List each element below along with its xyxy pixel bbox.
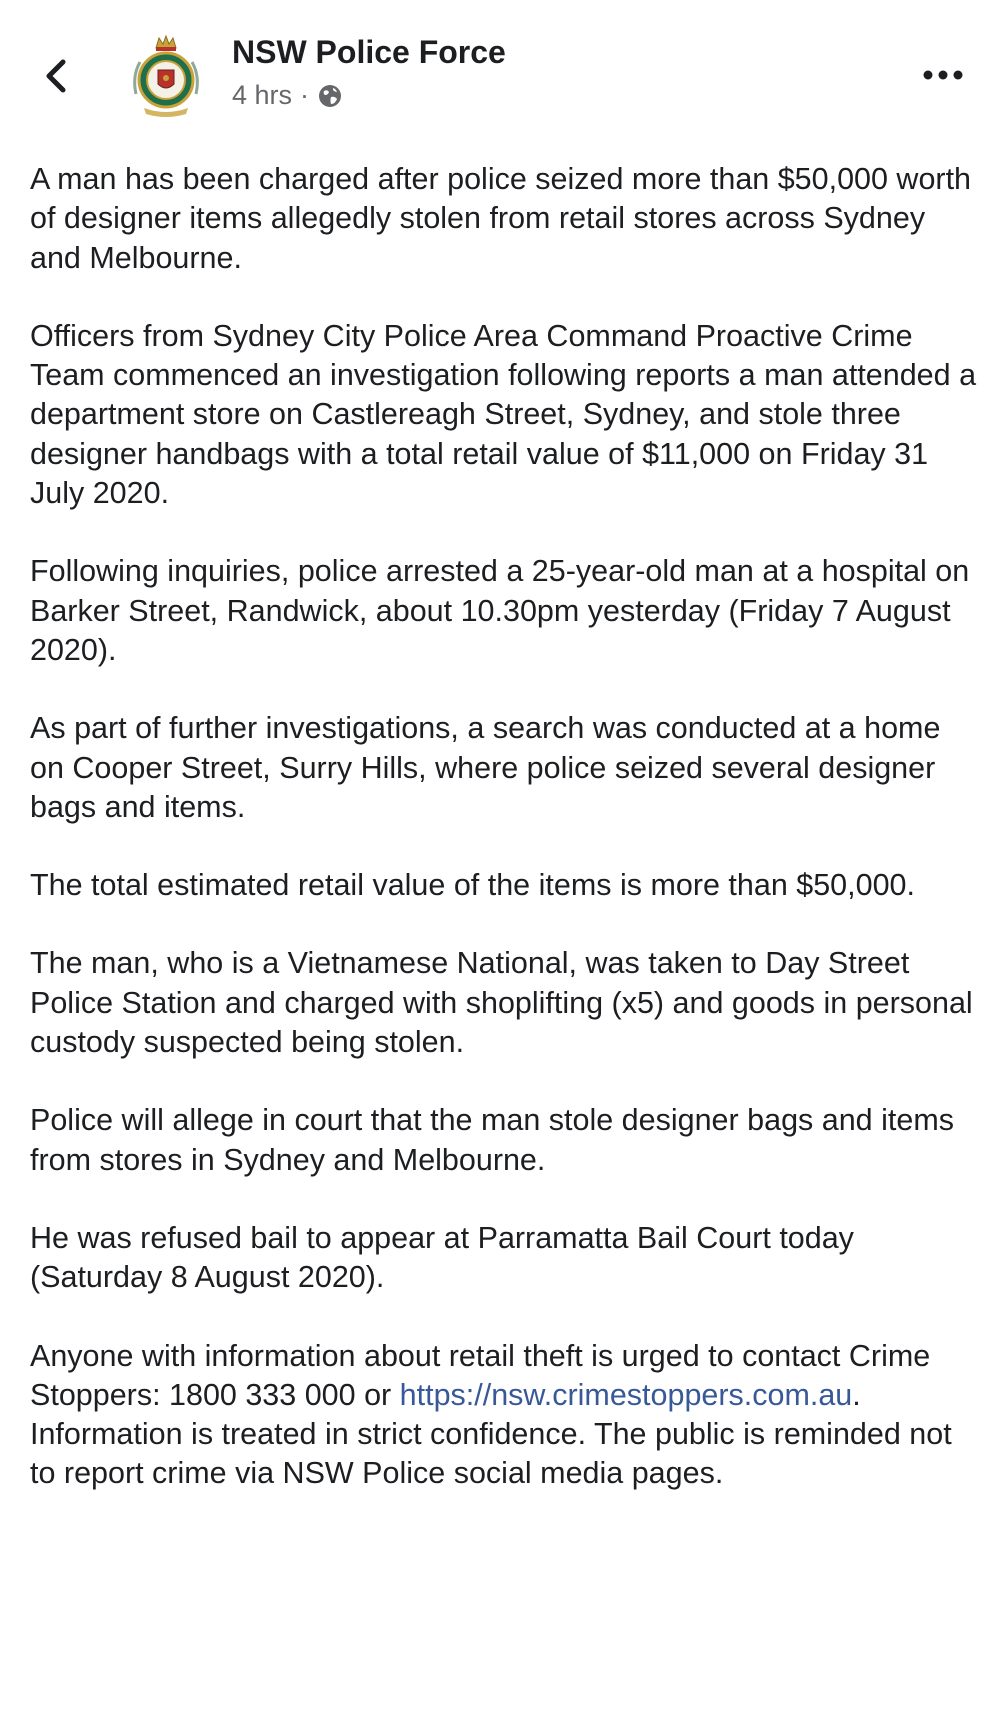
nsw-police-badge-avatar[interactable] — [126, 32, 206, 118]
meta-separator: · — [300, 80, 310, 110]
post-header — [0, 0, 1000, 150]
globe-icon — [317, 83, 343, 109]
post-paragraph-2: Officers from Sydney City Police Area Command Proactive Crime Team commenced an investigation following reports a man attended a department store on Castlereagh Street, Sydney, and stole three designer handbags with a total retail value of $11,000 on Friday 31 July 2020. — [30, 318, 977, 511]
post-paragraph-1: A man has been charged after police seized more than $50,000 worth of designer items allegedly stolen from retail stores across Sydney and Melbourne. — [30, 162, 972, 275]
page-name[interactable]: NSW Police Force — [232, 34, 506, 70]
paragraph-9-text-end: . Information is treated in strict confidence. The public is reminded not to report crime via NSW Police social media pages. — [30, 1377, 952, 1491]
crimestoppers-link[interactable]: https://nsw.crimestoppers.com.au — [399, 1377, 853, 1412]
post-paragraph-7: Police will allege in court that the man stole designer bags and items from stores in Sydney and Melbourne. — [30, 1103, 954, 1177]
post-paragraph-9 — [30, 1337, 980, 1494]
chevron-left-icon[interactable] — [36, 52, 76, 100]
post-paragraph-8: He was refused bail to appear at Parramatta Bail Court today (Saturday 8 August 2020). — [30, 1220, 854, 1295]
post-paragraph-3: Following inquiries, police arrested a 25-year-old man at a hospital on Barker Street, Randwick, about 10.30pm yesterday (Friday 7 August 2020). — [30, 554, 970, 667]
post-paragraph-5: The total estimated retail value of the items is more than $50,000. — [30, 868, 915, 903]
paragraph-9-text-start: Anyone with information about retail theft is urged to contact Crime Stoppers: 1800 333 000 or — [30, 1338, 931, 1412]
post-time[interactable]: 4 hrs — [232, 80, 293, 110]
post-paragraph-4: As part of further investigations, a search was conducted at a home on Cooper Street, Surry Hills, where police seized several designer bags and items. — [30, 711, 941, 824]
post-body — [30, 160, 980, 1494]
post-meta — [232, 80, 343, 111]
more-horizontal-icon[interactable] — [920, 62, 966, 88]
post-paragraph-6: The man, who is a Vietnamese National, was taken to Day Street Police Station and charged with shoplifting (x5) and goods in personal custody suspected being stolen. — [30, 946, 973, 1060]
